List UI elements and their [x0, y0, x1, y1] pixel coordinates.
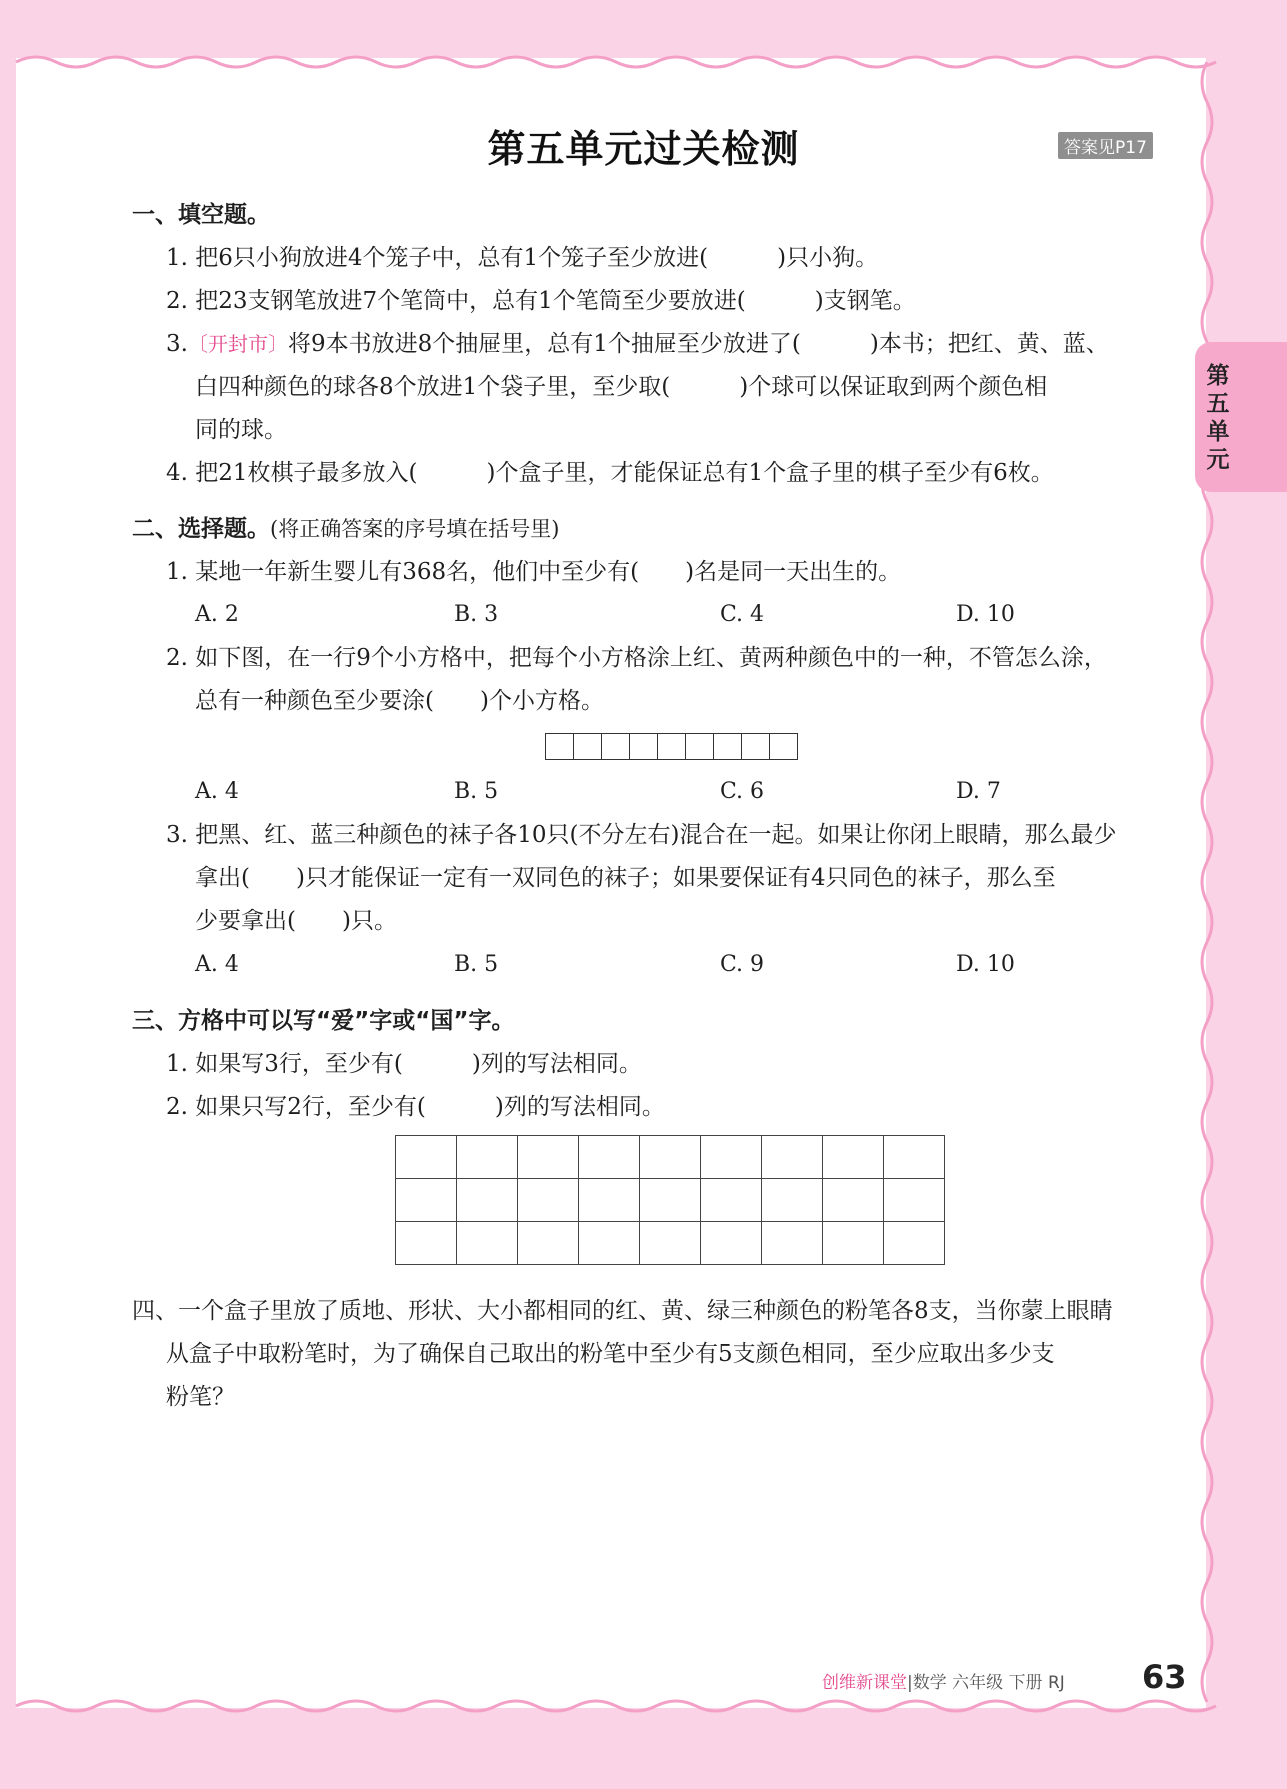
grid-cell — [640, 1179, 701, 1222]
grid-cell — [701, 1136, 762, 1179]
square-cell — [546, 733, 574, 760]
s1-question-4: 4. 把21枚棋子最多放入( )个盒子里，才能保证总有1个盒子里的棋子至少有6枚。 — [166, 460, 1054, 486]
s1-question-3-line-3: 同的球。 — [195, 417, 287, 443]
page-title: 第五单元过关检测 — [487, 127, 800, 171]
s2-q1-option-d: D. 10 — [956, 602, 1015, 627]
section-2-note: (将正确答案的序号填在括号里) — [270, 517, 560, 541]
grid-cell — [457, 1179, 518, 1222]
grid-cell — [579, 1136, 640, 1179]
grid-cell — [701, 1179, 762, 1222]
nine-square-row — [545, 733, 798, 760]
grid-cell — [823, 1222, 884, 1265]
s3-question-2: 2. 如果只写2行，至少有( )列的写法相同。 — [166, 1094, 665, 1120]
square-cell — [574, 733, 602, 760]
grid-row — [396, 1136, 945, 1179]
unit-side-tab-label: 第五单元 — [1206, 363, 1230, 473]
grid-cell — [640, 1222, 701, 1265]
grid-cell — [762, 1222, 823, 1265]
s1-question-3-text: 将9本书放进8个抽屉里，总有1个抽屉至少放进了( )本书；把红、黄、蓝、 — [287, 331, 1109, 357]
s2-q3-option-b: B. 5 — [454, 952, 499, 977]
square-cell — [714, 733, 742, 760]
footer-brand: 创维新课堂 — [822, 1673, 907, 1693]
footer-info — [822, 1668, 1065, 1693]
square-cell — [658, 733, 686, 760]
grid-cell — [579, 1179, 640, 1222]
s2-question-3-line-3: 少要拿出( )只。 — [195, 908, 397, 934]
square-cell — [742, 733, 770, 760]
grid-cell — [701, 1222, 762, 1265]
answer-reference-badge: 答案见P17 — [1058, 132, 1153, 159]
s2-q2-option-b: B. 5 — [454, 779, 499, 804]
s1-question-3-line-1 — [166, 329, 1109, 359]
footer-meta: |数学 六年级 下册 RJ — [907, 1673, 1065, 1693]
section-2-heading-line — [132, 514, 559, 544]
grid-cell — [884, 1136, 945, 1179]
s2-q1-option-c: C. 4 — [720, 602, 765, 627]
grid-cell — [640, 1136, 701, 1179]
s1-question-3-line-2: 白四种颜色的球各8个放进1个袋子里，至少取( )个球可以保证取到两个颜色相 — [195, 374, 1048, 400]
square-cell — [770, 733, 798, 760]
s2-question-3-line-1: 3. 把黑、红、蓝三种颜色的袜子各10只(不分左右)混合在一起。如果让你闭上眼睛，那么最少 — [166, 822, 1117, 848]
region-tag: 〔开封市〕 — [187, 332, 288, 356]
section-1-heading: 一、填空题。 — [132, 202, 270, 228]
s2-q3-option-d: D. 10 — [956, 952, 1015, 977]
grid-cell — [762, 1136, 823, 1179]
s2-q3-option-c: C. 9 — [720, 952, 765, 977]
s2-q2-option-a: A. 4 — [195, 779, 239, 804]
grid-cell — [518, 1136, 579, 1179]
grid-cell — [457, 1222, 518, 1265]
square-cell — [686, 733, 714, 760]
grid-cell — [396, 1136, 457, 1179]
section-3-heading: 三、方格中可以写“爱”字或“国”字。 — [132, 1008, 515, 1034]
s2-q2-option-c: C. 6 — [720, 779, 765, 804]
s2-q2-option-d: D. 7 — [956, 779, 1001, 804]
s3-question-1: 1. 如果写3行，至少有( )列的写法相同。 — [166, 1051, 642, 1077]
s1-question-2: 2. 把23支钢笔放进7个笔筒中，总有1个笔筒至少要放进( )支钢笔。 — [166, 288, 916, 314]
grid-cell — [823, 1179, 884, 1222]
s2-q1-option-a: A. 2 — [195, 602, 239, 627]
writing-grid — [395, 1135, 945, 1265]
square-cell — [630, 733, 658, 760]
grid-cell — [884, 1179, 945, 1222]
grid-cell — [457, 1136, 518, 1179]
grid-cell — [518, 1222, 579, 1265]
section-2-heading: 二、选择题。 — [132, 516, 270, 542]
page-number: 63 — [1142, 1658, 1187, 1696]
grid-cell — [823, 1136, 884, 1179]
s2-question-3-line-2: 拿出( )只才能保证一定有一双同色的袜子；如果要保证有4只同色的袜子，那么至 — [195, 865, 1056, 891]
s2-question-1: 1. 某地一年新生婴儿有368名，他们中至少有( )名是同一天出生的。 — [166, 559, 902, 585]
grid-cell — [579, 1222, 640, 1265]
s1-question-1: 1. 把6只小狗放进4个笼子中，总有1个笼子至少放进( )只小狗。 — [166, 245, 879, 271]
grid-cell — [884, 1222, 945, 1265]
grid-cell — [762, 1179, 823, 1222]
s2-question-2-line-1: 2. 如下图，在一行9个小方格中，把每个小方格涂上红、黄两种颜色中的一种，不管怎么涂， — [166, 645, 1107, 671]
section-4-line-1: 四、一个盒子里放了质地、形状、大小都相同的红、黄、绿三种颜色的粉笔各8支，当你蒙上眼睛 — [132, 1298, 1113, 1324]
grid-cell — [396, 1222, 457, 1265]
grid-cell — [396, 1179, 457, 1222]
section-4-line-3: 粉笔？ — [166, 1384, 235, 1410]
s1-question-3-number: 3. — [166, 331, 188, 357]
grid-cell — [518, 1179, 579, 1222]
s2-q1-option-b: B. 3 — [454, 602, 499, 627]
s2-question-2-line-2: 总有一种颜色至少要涂( )个小方格。 — [195, 688, 604, 714]
s2-q3-option-a: A. 4 — [195, 952, 239, 977]
grid-row — [396, 1222, 945, 1265]
section-4-line-2: 从盒子中取粉笔时，为了确保自己取出的粉笔中至少有5支颜色相同，至少应取出多少支 — [166, 1341, 1055, 1367]
square-cell — [602, 733, 630, 760]
grid-row — [396, 1179, 945, 1222]
